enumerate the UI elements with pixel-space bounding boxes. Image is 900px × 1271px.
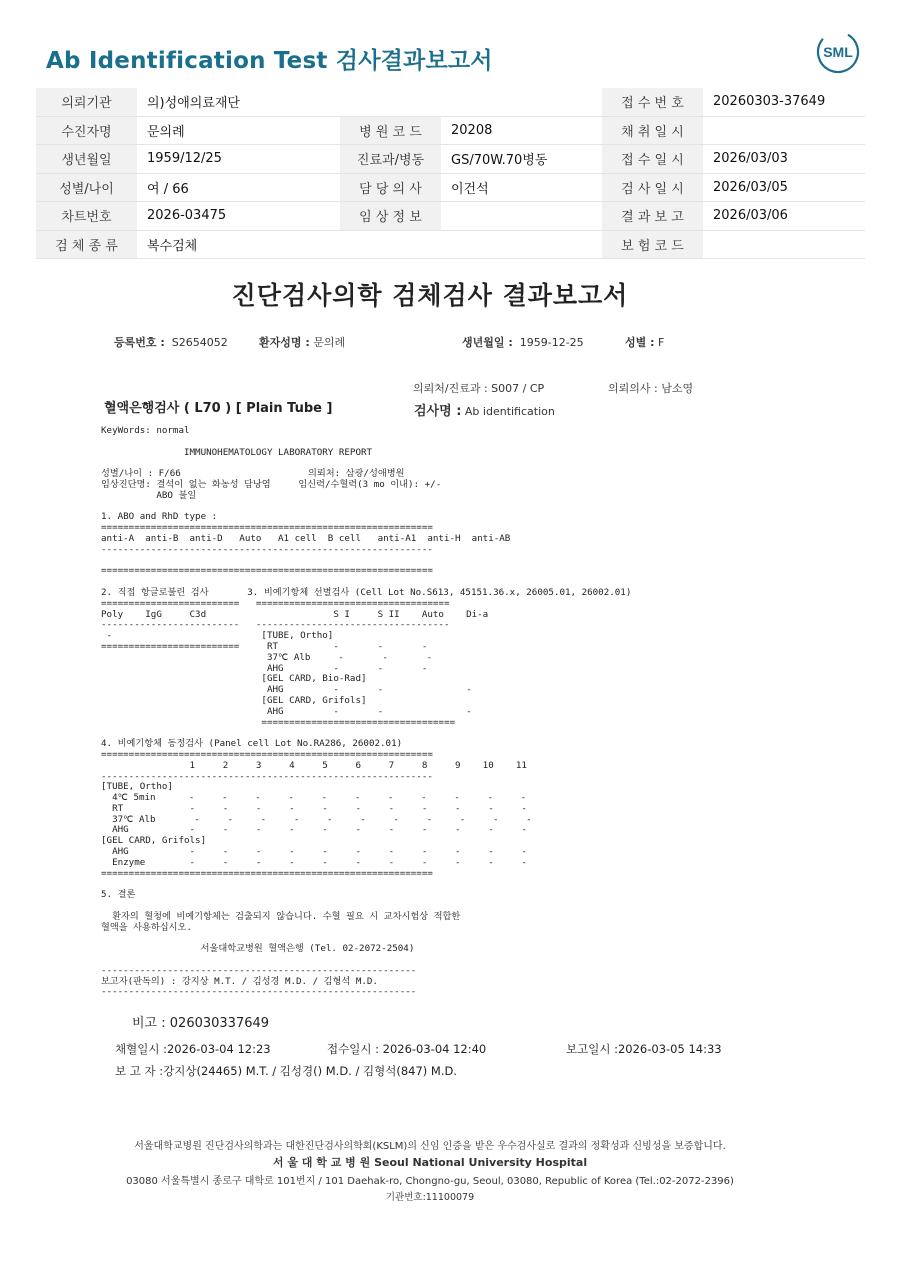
info-row (36, 230, 865, 259)
info-value (441, 88, 602, 116)
info-row (36, 173, 865, 202)
info-label: 임 상 정 보 (340, 202, 441, 231)
info-label: 검 사 일 시 (602, 173, 703, 202)
info-label: 성별/나이 (36, 173, 137, 202)
info-value: 문의례 (137, 116, 340, 145)
report-time: 보고일시 :2026-03-05 14:33 (566, 1042, 722, 1056)
info-value: 20208 (441, 116, 602, 145)
receipt-time: 접수일시 : 2026-03-04 12:40 (327, 1042, 487, 1056)
lab-report-body: KeyWords: normal IMMUNOHEMATOLOGY LABORATORY REPORT 성별/나이 : F/66 의뢰처: 삼광/성애병원 임상진단명: 결석이 없는 화농성 담낭염 임신력/수혈력(3 mo 이내): +/- ABO 불일 1. ABO and RhD type : ============================================================ anti-A anti-B anti-D Auto A1 cell B cell anti-A1 anti-H anti-AB ------------------------------------------------------------ ============================================================ 2. 직접 항글로불린 검사 3. 비예기항체 선별검사 (Cell Lot No.S613, 45151.36.x, 26005.01, 26002.01) ========================= =================================== Poly IgG C3d S I S II Auto Di-a ------------------------- ----------------------------------- - [TUBE, Ortho] ========================= RT - - - 37℃ Alb - - - AHG - - - [GEL CARD, Bio-Rad] AHG - - - [GEL CARD, Grifols] AHG - - - =================================== 4. 비예기항체 동정검사 (Panel cell Lot No.RA286, 26002.01) ============================================================ 1 2 3 4 5 6 7 8 9 10 11 ------------------------------------------------------------ [TUBE, Ortho] 4℃ 5min - - - - - - - - - - - RT - - - - - - - - - - - 37℃ Alb - - - - - - - - - - - AHG - - - - - - - - - - - [GEL CARD, Grifols] AHG - - - - - - - - - - - Enzyme - - - - - - - - - - - ============================================================ 5. 결론 환자의 혈청에 비예기항체는 검출되지 않습니다. 수혈 필요 시 교차시험상 적합한 혈액을 사용하십시오. 서울대학교병원 혈액은행 (Tel. 02-2072-2504) --------------------------------------------------------- 보고자(판독의) : 강지상 M.T. / 김성경 M.D. / 김형석 M.D. --------------------------------------------------------- (101, 425, 632, 998)
info-label: 접 수 번 호 (602, 88, 703, 116)
info-value (703, 230, 865, 259)
footer-certification: 서울대학교병원 진단검사의학과는 대한진단검사의학회(KSLM)의 신임 인증을 받은 우수검사실로 결과의 정확성과 신빙성을 보증합니다. (134, 1141, 726, 1152)
info-value: 1959/12/25 (137, 145, 340, 174)
note-label: 비고 : (132, 1016, 166, 1031)
info-label (340, 88, 441, 116)
info-value: 2026/03/05 (703, 173, 865, 202)
reporter (115, 1063, 457, 1079)
registration-value: S2654052 (171, 336, 228, 349)
test-name-label: 검사명 : (414, 404, 462, 419)
note-value: 026030337649 (169, 1016, 270, 1031)
test-section: 혈액은행검사 ( L70 ) [ Plain Tube ] (104, 401, 333, 416)
registration-label: 등록번호 : (114, 336, 165, 349)
info-value: 복수검체 (137, 230, 340, 259)
info-row (36, 88, 865, 116)
info-label: 접 수 일 시 (602, 145, 703, 174)
footer-address: 03080 서울특별시 종로구 대학로 101번지 / 101 Daehak-ro, Chongno-gu, Seoul, 03080, Republic of Korea (Tel.:02-2072-2396) (126, 1176, 734, 1187)
info-value: 2026/03/06 (703, 202, 865, 231)
info-label: 검 체 종 류 (36, 230, 137, 259)
patient-name-label: 환자성명 : (259, 336, 310, 349)
info-label: 병 원 코 드 (340, 116, 441, 145)
logo-text: SML (823, 44, 853, 60)
info-label: 생년월일 (36, 145, 137, 174)
patient-name-value: 문의례 (313, 336, 346, 349)
registration-number (114, 334, 228, 350)
info-row (36, 202, 865, 231)
info-value (441, 202, 602, 231)
info-label (340, 230, 441, 259)
info-value: GS/70W.70병동 (441, 145, 602, 174)
info-label: 의뢰기관 (36, 88, 137, 116)
birth-date-label: 생년월일 : (462, 336, 513, 349)
report-title: 진단검사의학 검체검사 결과보고서 (231, 281, 629, 310)
patient-name (259, 334, 345, 350)
info-value (441, 230, 602, 259)
reporter-label: 보 고 자 : (115, 1064, 164, 1078)
info-label: 담 당 의 사 (340, 173, 441, 202)
test-name (414, 400, 555, 419)
info-value: 이건석 (441, 173, 602, 202)
sex-value: F (657, 336, 665, 349)
info-label: 수진자명 (36, 116, 137, 145)
info-row (36, 116, 865, 145)
info-value: 20260303-37649 (703, 88, 865, 116)
info-value: 2026-03475 (137, 202, 340, 231)
sex (625, 334, 664, 350)
requesting-doctor: 의뢰의사 : 남소영 (608, 382, 694, 395)
info-label: 결 과 보 고 (602, 202, 703, 231)
collection-time: 채혈일시 :2026-03-04 12:23 (115, 1042, 271, 1056)
info-label: 보 험 코 드 (602, 230, 703, 259)
sml-logo (816, 30, 860, 74)
birth-date-value: 1959-12-25 (519, 336, 584, 349)
info-label: 진료과/병동 (340, 145, 441, 174)
note (132, 1012, 269, 1031)
requesting-department: 의뢰처/진료과 : S007 / CP (413, 382, 545, 395)
patient-info-table (36, 88, 865, 259)
info-value (703, 116, 865, 145)
footer-hospital-name: 서 울 대 학 교 병 원 Seoul National University Hospital (272, 1156, 588, 1169)
info-value: 2026/03/03 (703, 145, 865, 174)
info-row (36, 145, 865, 174)
birth-date (462, 334, 584, 350)
sex-label: 성별 : (625, 336, 655, 349)
info-label: 차트번호 (36, 202, 137, 231)
info-value: 여 / 66 (137, 173, 340, 202)
info-value: 의)성애의료재단 (137, 88, 340, 116)
info-label: 채 취 일 시 (602, 116, 703, 145)
page-title: Ab Identification Test 검사결과보고서 (46, 48, 493, 74)
reporter-value: 강지상(24465) M.T. / 김성경() M.D. / 김형석(847) M.D. (163, 1064, 458, 1078)
test-name-value: Ab identification (464, 405, 555, 418)
footer-institution-code: 기관번호:11100079 (385, 1192, 475, 1203)
